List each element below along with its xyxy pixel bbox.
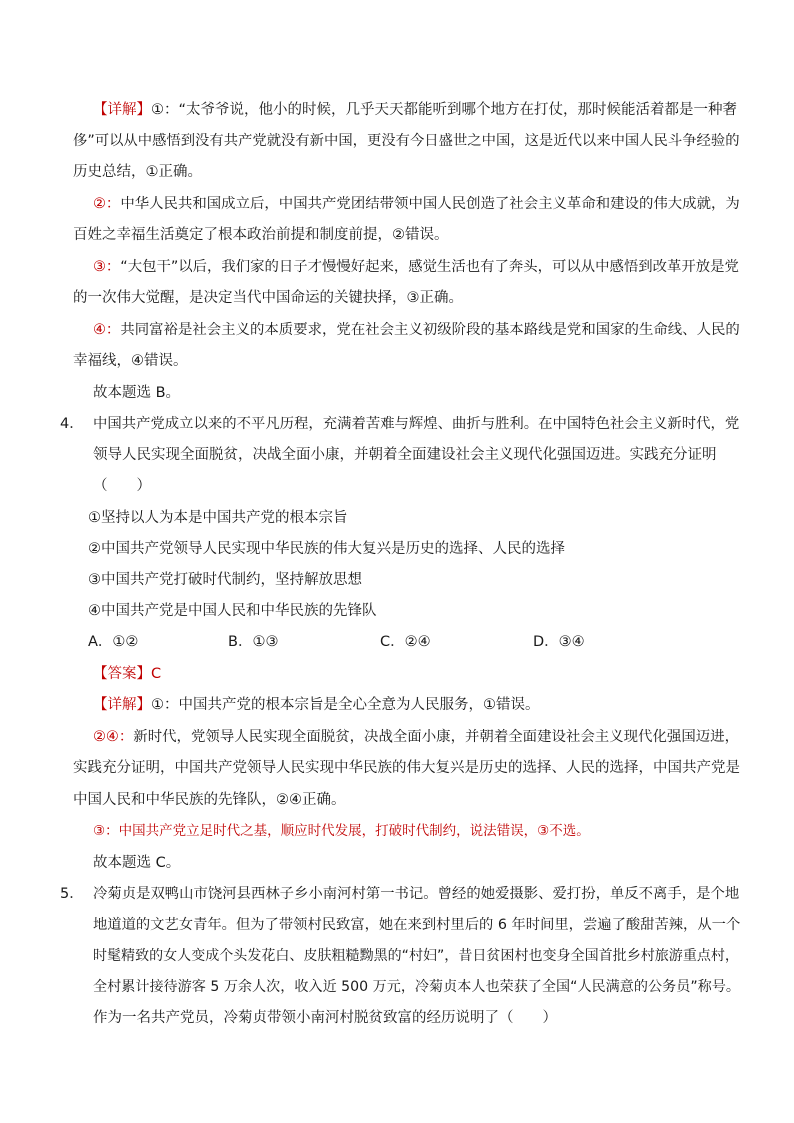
detail-line-4: 中国人民和中华民族的先锋队，②④正确。 bbox=[73, 792, 346, 808]
question-number: 4． bbox=[60, 416, 84, 432]
conclusion-line: 故本题选 B。 bbox=[93, 385, 181, 401]
detail-line-5: 百姓之幸福生活奠定了根本政治前提和制度前提，②错误。 bbox=[73, 227, 449, 243]
answer-line bbox=[93, 664, 161, 684]
choice-d: D．③④ bbox=[533, 634, 585, 650]
detail-tag: 【详解】 bbox=[93, 697, 151, 713]
detail-line-4 bbox=[93, 194, 740, 214]
answer-tag: 【答案】 bbox=[93, 666, 151, 682]
point-text: “大包干”以后，我们家的日子才慢慢好起来，感觉生活也有了奔头，可以从中感悟到改革开放是党 bbox=[120, 259, 739, 275]
option-item: ①坚持以人为本是中国共产党的根本宗旨 bbox=[88, 510, 348, 526]
choice-c: C．②④ bbox=[380, 634, 431, 650]
point-text: 中华人民共和国成立后，中国共产党团结带领中国人民创造了社会主义革命和建设的伟大成就，为 bbox=[120, 196, 740, 212]
question-line-2: 地道道的文艺女青年。但为了带领村民致富，她在来到村里后的 6 年时间里，尝遍了酸甜苦辣，从一个 bbox=[93, 917, 741, 933]
question-paren: （ ） bbox=[93, 478, 151, 494]
question-line-1: 冷菊贞是双鸭山市饶河县西林子乡小南河村第一书记。曾经的她爱摄影、爱打扮，单反不离手，是个地 bbox=[93, 886, 740, 902]
point-text: 新时代，党领导人民实现全面脱贫，决战全面小康，并朝着全面建设社会主义现代化强国迈进， bbox=[133, 729, 740, 745]
detail-line-3: 实践充分证明，中国共产党领导人民实现中华民族的伟大复兴是历史的选择、人民的选择，中国共产党是 bbox=[73, 760, 740, 776]
point-text: 共同富裕是社会主义的本质要求，党在社会主义初级阶段的基本路线是党和国家的生命线、人民的 bbox=[120, 322, 740, 338]
detail-tag: 【详解】 bbox=[93, 102, 151, 118]
question-line-2: 领导人民实现全面脱贫，决战全面小康，并朝着全面建设社会主义现代化强国迈进。实践充分证明 bbox=[93, 447, 717, 463]
question-line-3: 时髦精致的女人变成个头发花白、皮肤粗糙黝黑的“村妇”，昔日贫困村也变身全国首批乡村旅游重点村， bbox=[93, 948, 739, 964]
point-tag: ②④： bbox=[93, 729, 134, 745]
question-line-1: 中国共产党成立以来的不平凡历程，充满着苦难与辉煌、曲折与胜利。在中国特色社会主义新时代，党 bbox=[93, 416, 740, 432]
point-tag: ③： bbox=[93, 259, 121, 275]
detail-line-3: 历史总结，①正确。 bbox=[73, 164, 202, 180]
detail-text: ①：中国共产党的根本宗旨是全心全意为人民服务，①错误。 bbox=[151, 697, 540, 713]
detail-text: ①：“太爷爷说，他小的时候，几乎天天都能听到哪个地方在打仗，那时候能活着都是一种奢 bbox=[151, 102, 738, 118]
option-item: ③中国共产党打破时代制约，坚持解放思想 bbox=[88, 572, 362, 588]
detail-line-2: 侈”可以从中感悟到没有共产党就没有新中国，更没有今日盛世之中国，这是近代以来中国人民斗争经验的 bbox=[73, 133, 740, 149]
choice-a: A．①② bbox=[88, 634, 139, 650]
point-tag: ②： bbox=[93, 196, 121, 212]
detail-line-9: 幸福线，④错误。 bbox=[73, 353, 188, 369]
detail-line-2 bbox=[93, 727, 739, 747]
choice-b: B．①③ bbox=[228, 634, 279, 650]
option-item: ④中国共产党是中国人民和中华民族的先锋队 bbox=[88, 603, 377, 619]
detail-line-7: 的一次伟大觉醒，是决定当代中国命运的关键抉择，③正确。 bbox=[73, 290, 463, 306]
option-item: ②中国共产党领导人民实现中华民族的伟大复兴是历史的选择、人民的选择 bbox=[88, 541, 565, 557]
question-number: 5． bbox=[60, 886, 84, 902]
question-line-5: 作为一名共产党员，冷菊贞带领小南河村脱贫致富的经历说明了（ ） bbox=[93, 1010, 557, 1026]
detail-line-1 bbox=[93, 695, 540, 715]
detail-line-8 bbox=[93, 320, 740, 340]
answer-value: C bbox=[151, 666, 162, 682]
point-tag: ④： bbox=[93, 322, 121, 338]
question-line-4: 全村累计接待游客 5 万余人次，收入近 500 万元，冷菊贞本人也荣获了全国“人民满意的公务员”称号。 bbox=[93, 979, 740, 995]
detail-line-6 bbox=[93, 257, 739, 277]
conclusion-line: 故本题选 C。 bbox=[93, 855, 181, 871]
detail-line-5: ③：中国共产党立足时代之基，顺应时代发展，打破时代制约，说法错误，③不选。 bbox=[93, 823, 590, 839]
detail-line-1 bbox=[93, 100, 737, 120]
